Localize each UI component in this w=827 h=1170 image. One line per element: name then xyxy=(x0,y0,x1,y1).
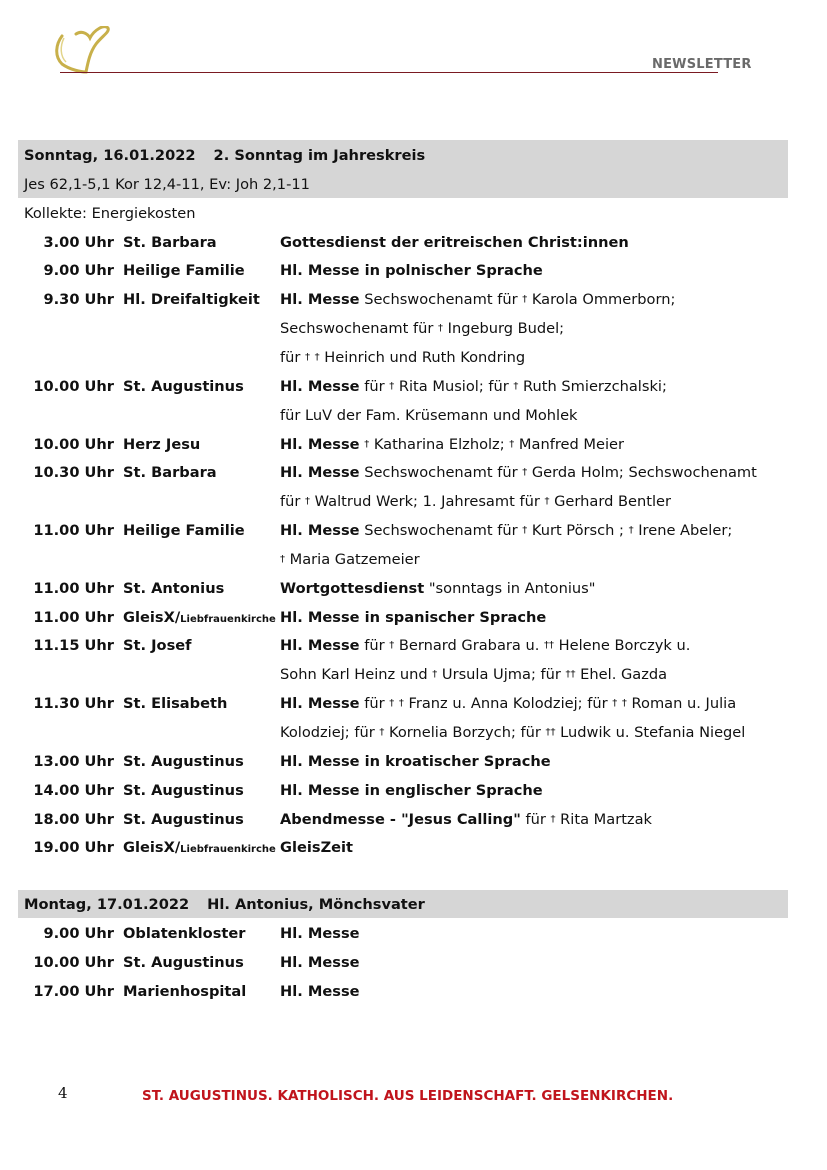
day-readings: Jes 62,1-5,1 Kor 12,4-11, Ev: Joh 2,1-11 xyxy=(24,175,310,193)
place-name: Heilige Familie xyxy=(123,522,245,540)
service-title: Hl. Messe in kroatischer Sprache xyxy=(280,752,551,770)
entry-time: 14.00 Uhr xyxy=(33,781,114,799)
intention-continuation: † Maria Gatzemeier xyxy=(280,550,420,568)
day-date: Sonntag, 16.01.2022 xyxy=(24,147,196,164)
entry-description xyxy=(280,977,360,1006)
entry-place xyxy=(123,776,244,805)
place-name: Heilige Familie xyxy=(123,262,245,280)
entry-place xyxy=(123,833,276,862)
header-rule xyxy=(60,72,718,73)
service-title: Wortgottesdienst xyxy=(280,579,425,597)
entry-time: 11.15 Uhr xyxy=(33,637,114,655)
section-label: NEWSLETTER xyxy=(652,57,752,72)
entry-time: 19.00 Uhr xyxy=(33,839,114,857)
day-feast: Hl. Antonius, Mönchsvater xyxy=(207,896,425,913)
heart-logo-icon xyxy=(52,26,114,74)
entry-description xyxy=(280,285,675,314)
entry-place xyxy=(123,228,217,257)
intention-continuation: Sohn Karl Heinz und † Ursula Ujma; für †† Ehel. Gazda xyxy=(280,666,668,684)
day-heading xyxy=(24,890,425,919)
service-title: Hl. Messe in englischer Sprache xyxy=(280,781,543,799)
intention-continuation: für † † Heinrich und Ruth Kondring xyxy=(280,348,526,366)
place-name: St. Augustinus xyxy=(123,781,244,799)
entry-place xyxy=(123,285,260,314)
entry-description xyxy=(280,603,546,632)
place-name: St. Elisabeth xyxy=(123,695,228,713)
place-name: Marienhospital xyxy=(123,982,247,1000)
day-feast: 2. Sonntag im Jahreskreis xyxy=(213,147,426,164)
page-number: 4 xyxy=(58,1084,68,1102)
entry-time: 10.00 Uhr xyxy=(33,435,114,453)
intention-text: † Katharina Elzholz; † Manfred Meier xyxy=(364,435,625,453)
entry-description xyxy=(280,805,652,834)
place-name: GleisX/ xyxy=(123,839,181,857)
entry-time: 11.00 Uhr xyxy=(33,579,114,597)
day-heading xyxy=(24,141,425,170)
place-name: St. Barbara xyxy=(123,464,217,482)
collection-note: Kollekte: Energiekosten xyxy=(24,204,196,222)
entry-description xyxy=(280,574,595,603)
entry-description xyxy=(280,948,360,977)
service-title: Hl. Messe xyxy=(280,695,360,713)
entry-place xyxy=(123,977,246,1006)
intention-text: für † † Franz u. Anna Kolodziej; für † † Roman u. Julia xyxy=(364,695,737,713)
place-name: Oblatenkloster xyxy=(123,924,246,942)
entry-description xyxy=(280,833,353,862)
entry-description xyxy=(280,747,551,776)
service-title: GleisZeit xyxy=(280,839,354,857)
intention-text: Sechswochenamt für † Kurt Pörsch ; † Irene Abeler; xyxy=(364,522,733,540)
service-title: Hl. Messe xyxy=(280,522,360,540)
entry-description xyxy=(280,430,624,459)
place-name: St. Augustinus xyxy=(123,752,244,770)
intention-continuation: für † Waltrud Werk; 1. Jahresamt für † Gerhard Bentler xyxy=(280,493,671,511)
place-name: St. Barbara xyxy=(123,233,217,251)
entry-place xyxy=(123,458,217,487)
entry-place xyxy=(123,919,245,948)
entry-description xyxy=(280,516,732,545)
intention-text: "sonntags in Antonius" xyxy=(428,579,596,597)
entry-time: 9.30 Uhr xyxy=(43,291,114,309)
entry-place xyxy=(123,430,200,459)
entry-time: 9.00 Uhr xyxy=(43,924,114,942)
service-title: Hl. Messe xyxy=(280,924,360,942)
intention-text: für † Rita Martzak xyxy=(525,810,652,828)
place-subname: Liebfrauenkirche xyxy=(180,613,276,625)
entry-description xyxy=(280,256,543,285)
entry-time: 13.00 Uhr xyxy=(33,752,114,770)
place-name: Herz Jesu xyxy=(123,435,201,453)
service-title: Hl. Messe xyxy=(280,637,360,655)
entry-time: 11.00 Uhr xyxy=(33,522,114,540)
place-name: St. Josef xyxy=(123,637,192,655)
intention-continuation: Kolodziej; für † Kornelia Borzych; für †† Ludwik u. Stefania Niegel xyxy=(280,724,746,741)
footer-slogan: ST. AUGUSTINUS. KATHOLISCH. AUS LEIDENSCHAFT. GELSENKIRCHEN. xyxy=(142,1088,674,1104)
service-title: Hl. Messe in polnischer Sprache xyxy=(280,262,543,280)
intention-text: für † Rita Musiol; für † Ruth Smierzchalski; xyxy=(364,377,667,395)
entry-place xyxy=(123,603,276,632)
entry-description xyxy=(280,372,667,401)
entry-description xyxy=(280,776,543,805)
place-name: St. Antonius xyxy=(123,579,225,597)
place-name: St. Augustinus xyxy=(123,377,244,395)
service-title: Hl. Messe in spanischer Sprache xyxy=(280,608,547,626)
entry-time: 9.00 Uhr xyxy=(43,262,114,280)
place-name: GleisX/ xyxy=(123,608,181,626)
entry-place xyxy=(123,689,227,718)
entry-description xyxy=(280,689,736,718)
entry-time: 10.00 Uhr xyxy=(33,377,114,395)
entry-place xyxy=(123,805,244,834)
place-name: St. Augustinus xyxy=(123,810,244,828)
entry-place xyxy=(123,372,244,401)
entry-description xyxy=(280,631,690,660)
entry-description xyxy=(280,919,360,948)
place-name: Hl. Dreifaltigkeit xyxy=(123,291,260,309)
intention-continuation: für LuV der Fam. Krüsemann und Mohlek xyxy=(280,406,578,424)
entry-place xyxy=(123,574,224,603)
entry-time: 17.00 Uhr xyxy=(33,982,114,1000)
intention-text: für † Bernard Grabara u. †† Helene Borczyk u. xyxy=(364,637,691,655)
service-title: Abendmesse - "Jesus Calling" xyxy=(280,810,521,828)
service-title: Hl. Messe xyxy=(280,982,360,1000)
place-subname: Liebfrauenkirche xyxy=(180,844,276,856)
service-title: Hl. Messe xyxy=(280,291,360,309)
service-title: Hl. Messe xyxy=(280,953,360,971)
entry-time: 10.00 Uhr xyxy=(33,953,114,971)
entry-place xyxy=(123,256,245,285)
entry-time: 18.00 Uhr xyxy=(33,810,114,828)
day-date: Montag, 17.01.2022 xyxy=(24,896,190,913)
entry-description xyxy=(280,458,757,487)
place-name: St. Augustinus xyxy=(123,953,244,971)
entry-time: 3.00 Uhr xyxy=(43,233,114,251)
entry-time: 11.30 Uhr xyxy=(33,695,114,713)
service-title: Hl. Messe xyxy=(280,464,360,482)
entry-place xyxy=(123,948,244,977)
service-title: Hl. Messe xyxy=(280,377,360,395)
intention-text: Sechswochenamt für † Karola Ommerborn; xyxy=(364,291,676,309)
entry-time: 10.30 Uhr xyxy=(33,464,114,482)
entry-place xyxy=(123,516,245,545)
entry-description xyxy=(280,228,629,257)
entry-place xyxy=(123,747,244,776)
intention-continuation: Sechswochenamt für † Ingeburg Budel; xyxy=(280,320,565,338)
intention-text: Sechswochenamt für † Gerda Holm; Sechswochenamt xyxy=(364,464,757,482)
entry-time: 11.00 Uhr xyxy=(33,608,114,626)
service-title: Hl. Messe xyxy=(280,435,360,453)
service-title: Gottesdienst der eritreischen Christ:innen xyxy=(280,233,629,251)
entry-place xyxy=(123,631,192,660)
